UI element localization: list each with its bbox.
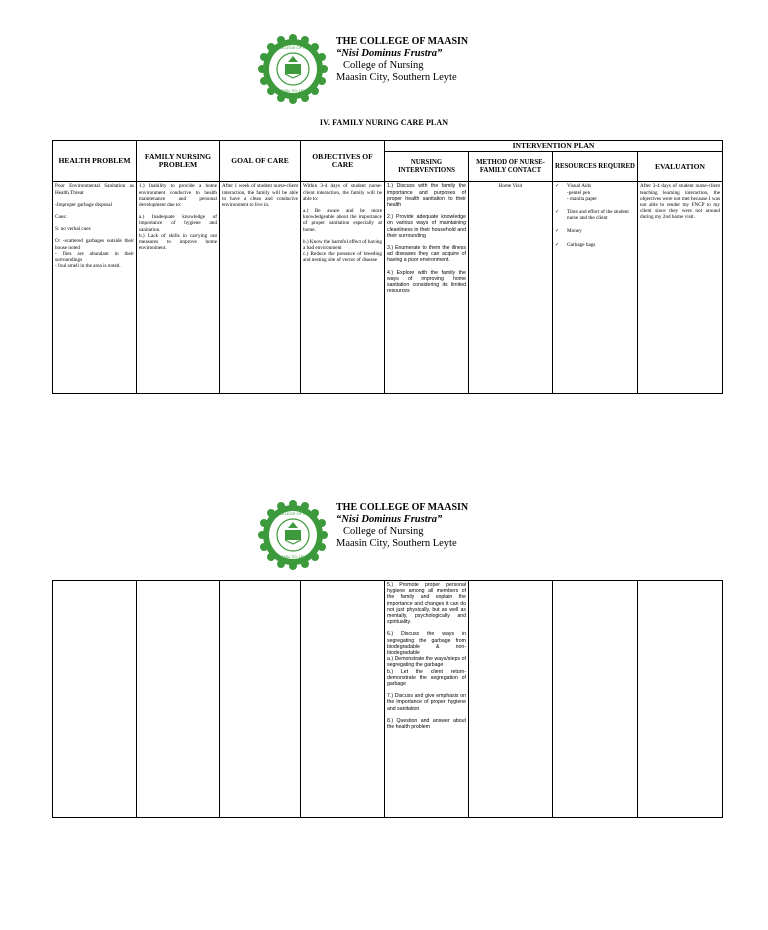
care-plan-table bbox=[52, 140, 723, 394]
school-name: THE COLLEGE OF MAASIN bbox=[336, 502, 469, 513]
cell-goal-of-care bbox=[220, 581, 301, 818]
svg-text:THE COLLEGE OF MAASIN: THE COLLEGE OF MAASIN bbox=[267, 511, 319, 516]
motto: “Nisi Dominus Frustra” bbox=[336, 514, 443, 525]
header-text bbox=[336, 36, 596, 84]
cell-health-problem: Poor Environmental Sanitation as Health Threat -Improper garbage disposal Cues: S: no verbal cues O: -scattered garbages outside their house noted - flies are abundant in their surroundings - foul smell in the area is noted. bbox=[53, 182, 137, 394]
col-evaluation: EVALUATION bbox=[638, 152, 723, 182]
cell-method-of-contact bbox=[469, 581, 553, 818]
cell-objectives-of-care bbox=[301, 581, 385, 818]
check-icon: ✓ bbox=[555, 228, 560, 235]
col-method-of-contact: METHOD OF NURSE-FAMILY CONTACT bbox=[469, 152, 553, 182]
cell-resources-required bbox=[553, 182, 638, 394]
cell-nursing-interventions: 5.) Promote proper personal hygiene among all members of the family and explain the importance and changes it can do not just physically, but as well as mentally, psychologically and spirituality. 6.) Discuss the ways in segregating the garbage from biodegradable & non-biodegradable a.) Demonstrate the ways/steps of segregating the garbage b.) Let the client return-demonstrate the segregation of garbage 7.) Discuss and give emphasis on the importance of proper hygiene and sanitation 8.) Question and answer about the health problem bbox=[385, 581, 469, 818]
resource-item: ✓ Garbage bags bbox=[555, 241, 596, 248]
seal-text: THE COLLEGE OF MAASIN bbox=[267, 45, 319, 50]
page1-header bbox=[0, 34, 768, 114]
col-intervention-plan: INTERVENTION PLAN bbox=[385, 141, 723, 152]
cell-nursing-interventions: 1.) Discuss with the family the importance and purposes of proper health sanitation to their health 2.) Provide adequate knowledge on various ways of maintaining cleanliness in their household and their surrounding 3.) Enumerate to them the illness ad diseases they can acquire of having a poor environment. 4.) Explore with the family the ways of improving home sanitation considering its limited resources bbox=[385, 182, 469, 394]
location: Maasin City, Southern Leyte bbox=[336, 72, 457, 83]
check-icon: ✓ bbox=[555, 183, 560, 190]
svg-text:MAASIN, SO. LEYTE: MAASIN, SO. LEYTE bbox=[275, 555, 311, 559]
plan-title: IV. FAMILY NURING CARE PLAN bbox=[319, 118, 449, 127]
motto: “Nisi Dominus Frustra” bbox=[336, 48, 443, 59]
page2-header bbox=[0, 500, 768, 580]
cell-family-nursing-problem bbox=[137, 581, 220, 818]
resource-item: ✓ Visual Aids -pentel pen - manila paper bbox=[555, 183, 597, 202]
check-icon: ✓ bbox=[555, 209, 560, 216]
col-objectives-of-care: OBJECTIVES OF CARE bbox=[301, 141, 385, 182]
cell-evaluation: After 3-4 days of student nurse-client teaching learning interaction, the objectives were not met because I was not able to render my FNCP to my client since they were not around during my 2nd home visit. bbox=[638, 182, 723, 394]
check-icon: ✓ bbox=[555, 241, 560, 248]
col-family-nursing-problem: FAMILY NURSING PROBLEM bbox=[137, 141, 220, 182]
school-name: THE COLLEGE OF MAASIN bbox=[336, 36, 469, 47]
svg-text:MAASIN, SO. LEYTE: MAASIN, SO. LEYTE bbox=[275, 89, 311, 93]
cell-resources-required bbox=[553, 581, 638, 818]
col-nursing-interventions: NURSING INTERVENTIONS bbox=[385, 152, 469, 182]
cell-objectives-of-care: Within 3-4 days of student nurse-client interaction, the family will be able to: a.) Be aware and be more knowledgeable about the importance of proper sanitation especially at home. b.) Know the harmful effect of having a bad environment c.) Reduce the presence of breeding and nesting site of vector of disease bbox=[301, 182, 385, 394]
cell-health-problem bbox=[53, 581, 137, 818]
location: Maasin City, Southern Leyte bbox=[336, 538, 457, 549]
cell-evaluation bbox=[638, 581, 723, 818]
college-name: College of Nursing bbox=[343, 526, 424, 537]
college-seal-logo bbox=[258, 500, 328, 570]
care-plan-table-continued bbox=[52, 580, 723, 818]
col-health-problem: HEALTH PROBLEM bbox=[53, 141, 137, 182]
col-resources-required: RESOURCES REQUIRED bbox=[553, 152, 638, 182]
col-goal-of-care: GOAL OF CARE bbox=[220, 141, 301, 182]
cell-goal-of-care: After 1 week of student nurse-client interaction, the family will be able to have a clean and conducive environment to live in. bbox=[220, 182, 301, 394]
cell-family-nursing-problem: 1.) Inability to provide a home environment conducive to health maintenance and personal development due to: a.) Inadequate knowledge of importance of hygiene and sanitation. b.) Lack of skills in carrying out measures to improve home environment. bbox=[137, 182, 220, 394]
header-text bbox=[336, 502, 596, 550]
college-name: College of Nursing bbox=[343, 60, 424, 71]
cell-method-of-contact: Home Visit bbox=[469, 182, 553, 394]
resource-item: ✓ Time and effort of the student nurse and the client bbox=[555, 209, 629, 222]
college-seal-logo bbox=[258, 34, 328, 104]
resource-item: ✓ Money bbox=[555, 228, 582, 235]
